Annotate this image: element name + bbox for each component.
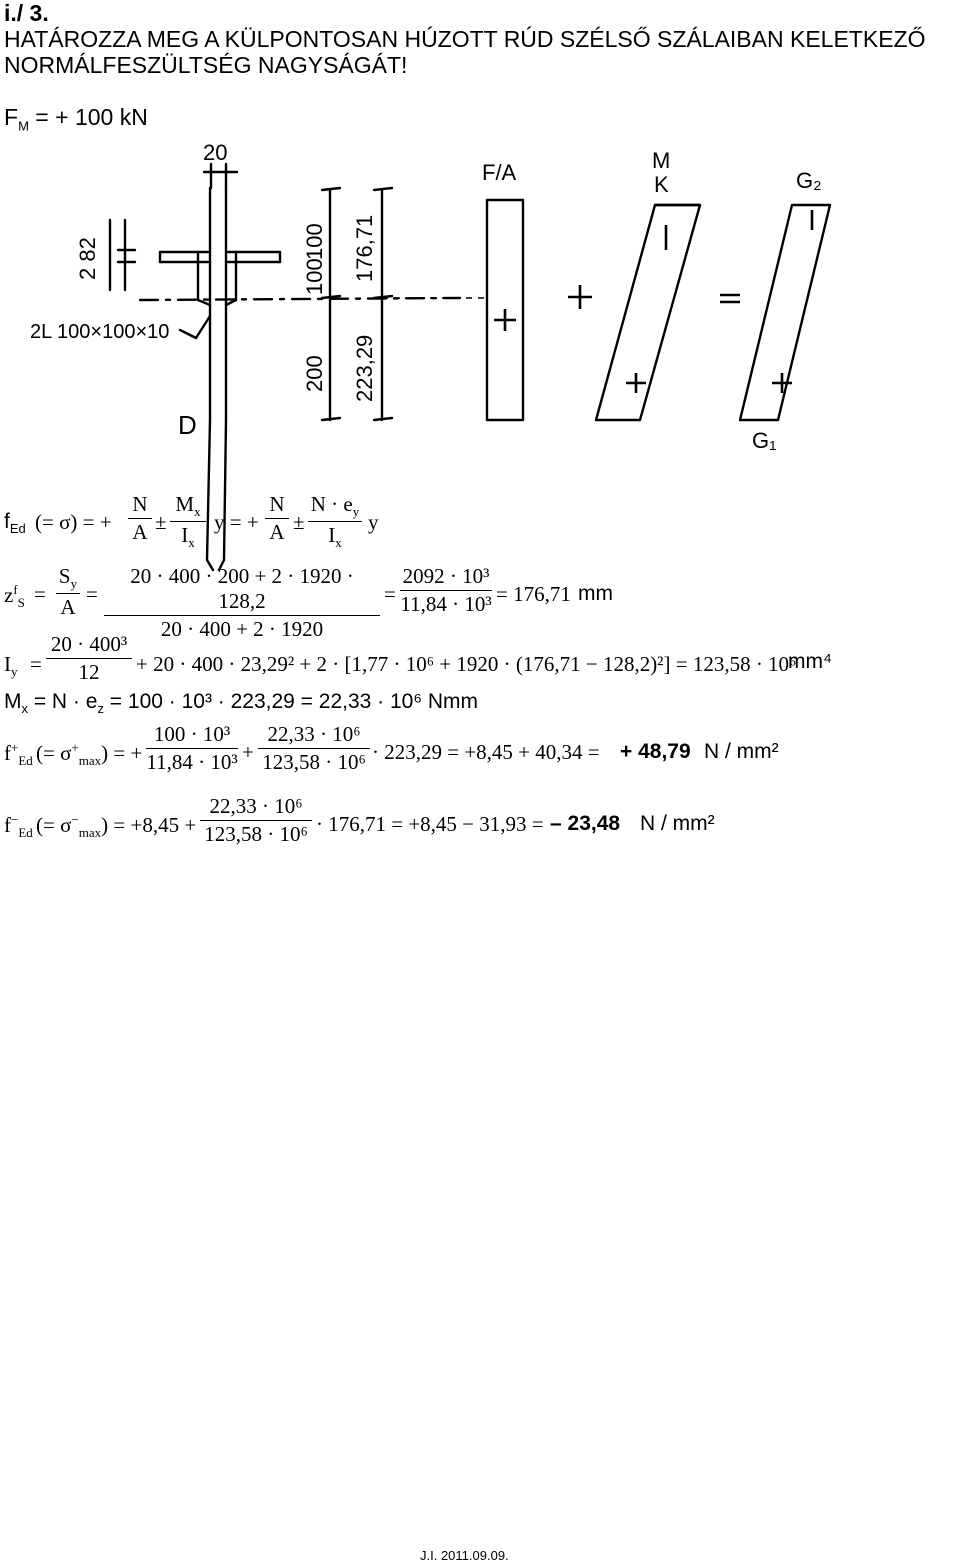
eq1-pm2: ± <box>293 510 305 534</box>
eq3-lhs: $I_y$ <box>4 652 18 680</box>
dim-100b-label: 100 <box>302 258 327 295</box>
dim-20-label: 20 <box>203 140 228 165</box>
eq1-tail: y <box>368 510 379 534</box>
diagram-fa-label: F/A <box>482 160 517 185</box>
eq6-result: – 23,48 <box>550 812 621 835</box>
equation-inertia: $I_y$ = $\frac{\text{20 · 400³}}{12}$ + 20 · 400 · 23,29² + 2 · [1,77 · 10⁶ + 1920 · (176,71 − 128,2)²] = 123,58 · 10⁶ mm⁴ <box>4 632 833 684</box>
eq3-frac: $\frac{\text{20 · 400³}}{12}$ <box>46 632 132 685</box>
eq3-body: + 20 · 400 · 23,29² + 2 · [1,77 · 10⁶ + 1920 · (176,71 − 128,2)²] = 123,58 · 10⁶ <box>136 652 797 676</box>
eq6-unit: N / mm² <box>640 812 715 835</box>
eq5-tail: · 223,29 = +8,45 + 40,34 = <box>372 740 600 764</box>
eq5-unit: N / mm² <box>704 740 779 763</box>
eq5-frac1: $\frac{\text{100 · 10³}}{\text{11,84 · 10³}}$ <box>146 722 238 774</box>
dim-282-label: 2 82 <box>75 237 100 280</box>
equation-moment: $M_x = N \cdot e_z = 100 \cdot 10^3 \cdot 223,29 = 22,33 \cdot 10^6$ Nmm <box>4 690 478 717</box>
eq1-frac3: $\frac{N}{A}$ <box>265 492 289 545</box>
eq5-lhs: $f^+_{Ed}$ <box>4 740 33 769</box>
eq2-frac2: $\frac{20 \cdot 400 \cdot 200 + 2 \cdot 1920 \cdot 128,2}{20 \cdot 400 + 2 \cdot 1920}$ <box>104 564 380 642</box>
eq6-frac: $\frac{\text{22,33 · 10⁶}}{\text{123,58 · 10⁶}}$ <box>200 794 312 847</box>
dim-176-71-label: 176,71 <box>352 214 377 282</box>
diagram-k-label: K <box>654 172 669 197</box>
diagram-g2-label: G₂ <box>796 168 822 193</box>
eq5-result: + 48,79 <box>620 740 691 763</box>
eq2-result: = 176,71 <box>496 582 571 606</box>
problem-title-line1: HATÁROZZA MEG A KÜLPONTOSAN HÚZOTT RÚD SZÉLSŐ SZÁLAIBAN KELETKEZŐ <box>4 26 926 52</box>
dim-100a-label: 100 <box>302 223 327 260</box>
force-given: $F_M$ = + 100 kN <box>4 104 148 134</box>
eq1-frac2: $\frac{M_x}{I_x}$ <box>170 492 206 551</box>
equation-max-tension: $f^+_{Ed}$ (= $\sigma^+_{max}$) = + $\frac{\text{100 · 10³}}{\text{11,84 · 10³}}$ + $\frac{\text{22,33 · 10⁶}}{\text{123,58 · 10⁶}}$ · 223,29 = +8,45 + 40,34 = + 48,79 N / mm² <box>4 722 779 774</box>
eq1-mid: y = + <box>214 510 259 534</box>
point-d-label: D <box>178 410 197 440</box>
dim-200-label: 200 <box>302 355 327 392</box>
eq2-lhs: $z^f_S$ <box>4 582 25 611</box>
eq6-tail: · 176,71 = +8,45 − 31,93 = <box>316 812 544 836</box>
footer-signature: J.I. 2011.09.09. <box>420 1548 509 1563</box>
eq1-part1: (= σ) = + <box>35 510 112 534</box>
eq2-frac1: $\frac{S_y}{A}$ <box>56 564 80 620</box>
diagram-g1-label: G₁ <box>752 428 777 453</box>
problem-number: i./ 3. <box>4 0 49 26</box>
section-profile-label: 2L 100×100×10 <box>30 321 170 343</box>
eq2-unit: mm <box>578 582 613 605</box>
eq1-frac1: $\frac{N}{A}$ <box>128 492 152 545</box>
equation-max-compression: $f^-_{Ed}$ (= $\sigma^-_{max}) = +8,45$ + $\frac{\text{22,33 · 10⁶}}{\text{123,58 · 10⁶}}$ · 176,71 = +8,45 − 31,93 = – 23,48 N / mm² <box>4 794 715 846</box>
dim-223-29-label: 223,29 <box>352 334 377 402</box>
eq5-frac2: $\frac{\text{22,33 · 10⁶}}{\text{123,58 · 10⁶}}$ <box>258 722 370 775</box>
eq6-lhs: $f^-_{Ed}$ <box>4 812 33 841</box>
eq2-frac3: $\frac{\text{2092 · 10³}}{\text{11,84 · 10³}}$ <box>400 564 492 616</box>
equation-stress-formula <box>0 490 960 560</box>
eq3-unit: mm⁴ <box>788 650 833 673</box>
equation-centroid: $z^f_S$ = $\frac{S_y}{A}$ = $\frac{20 \cdot 400 \cdot 200 + 2 \cdot 1920 \cdot 128,2}{20 \cdot 400 + 2 \cdot 1920}$ = $\frac{\text{2092 · 10³}}{\text{11,84 · 10³}}$ = 176,71 mm <box>4 564 613 641</box>
eq1-frac4: $\frac{N \cdot e_y}{I_x}$ <box>308 492 362 551</box>
eq1-lhs: $f_{Ed}$ <box>4 510 26 537</box>
diagram-m-label: M <box>652 148 671 173</box>
problem-title-line2: NORMÁLFESZÜLTSÉG NAGYSÁGÁT! <box>4 52 408 78</box>
eq1-pm1: ± <box>155 510 167 534</box>
